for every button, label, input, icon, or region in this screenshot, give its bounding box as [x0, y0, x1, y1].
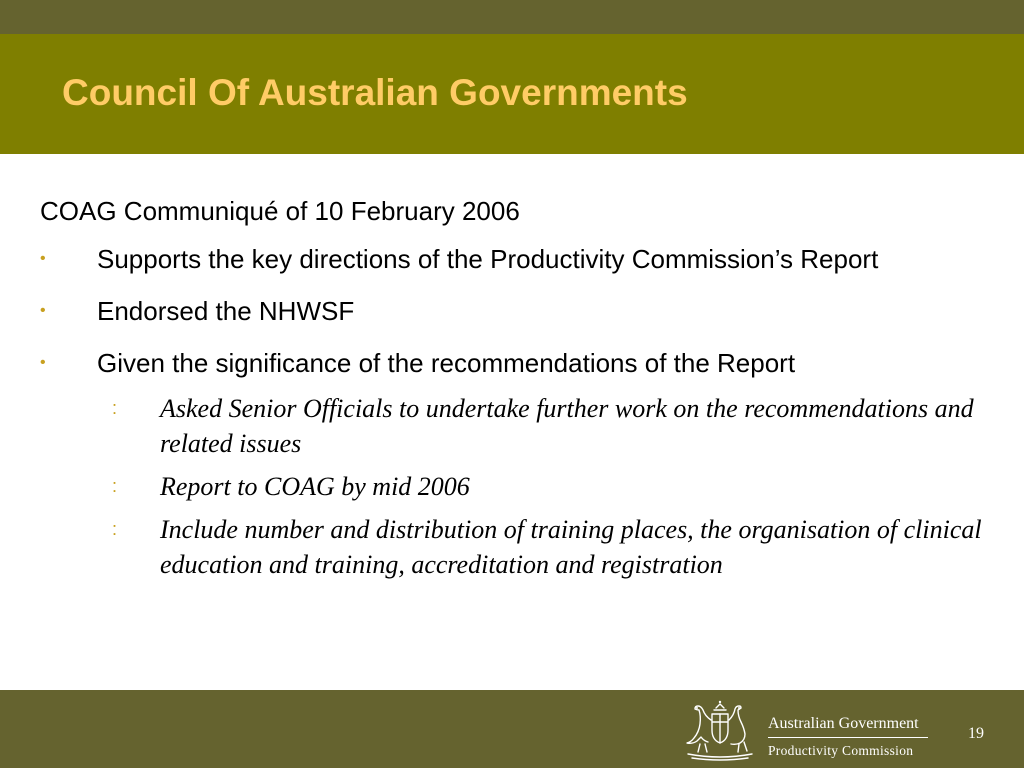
- government-name: Australian Government: [768, 715, 919, 732]
- agency-name: Productivity Commission: [768, 743, 914, 758]
- sub-bullet-marker: :: [112, 398, 118, 418]
- sub-bullet-item: [112, 512, 1000, 582]
- bullet-text: Endorsed the NHWSF: [97, 296, 355, 326]
- sub-bullet-text: Asked Senior Officials to undertake further work on the recommendations and related issues: [160, 394, 974, 458]
- coat-of-arms-icon: [678, 700, 762, 762]
- page-number: 19: [968, 725, 984, 742]
- bullet-marker: •: [40, 354, 46, 371]
- bullet-text: Supports the key directions of the Productivity Commission’s Report: [97, 244, 879, 274]
- sub-bullet-marker: :: [112, 476, 118, 496]
- sub-bullet-marker: :: [112, 519, 118, 539]
- footer-divider: [768, 737, 928, 738]
- bullet-item: [40, 293, 1000, 329]
- top-strip: [0, 0, 1024, 34]
- bullet-text: Given the significance of the recommendations of the Report: [97, 348, 796, 378]
- intro-text: COAG Communiqué of 10 February 2006: [40, 196, 520, 226]
- slide-content: [40, 196, 1000, 590]
- sub-bullet-item: [112, 469, 1000, 504]
- sub-bullet-text: Include number and distribution of training places, the organisation of clinical education and training, accreditation and registration: [160, 515, 982, 579]
- sub-bullet-item: [112, 391, 1000, 461]
- slide-title: Council Of Australian Governments: [62, 72, 688, 113]
- bullet-item: [40, 241, 1000, 277]
- sub-bullet-text: Report to COAG by mid 2006: [160, 472, 470, 501]
- bullet-marker: •: [40, 250, 46, 267]
- bullet-item: [40, 345, 1000, 381]
- bullet-marker: •: [40, 302, 46, 319]
